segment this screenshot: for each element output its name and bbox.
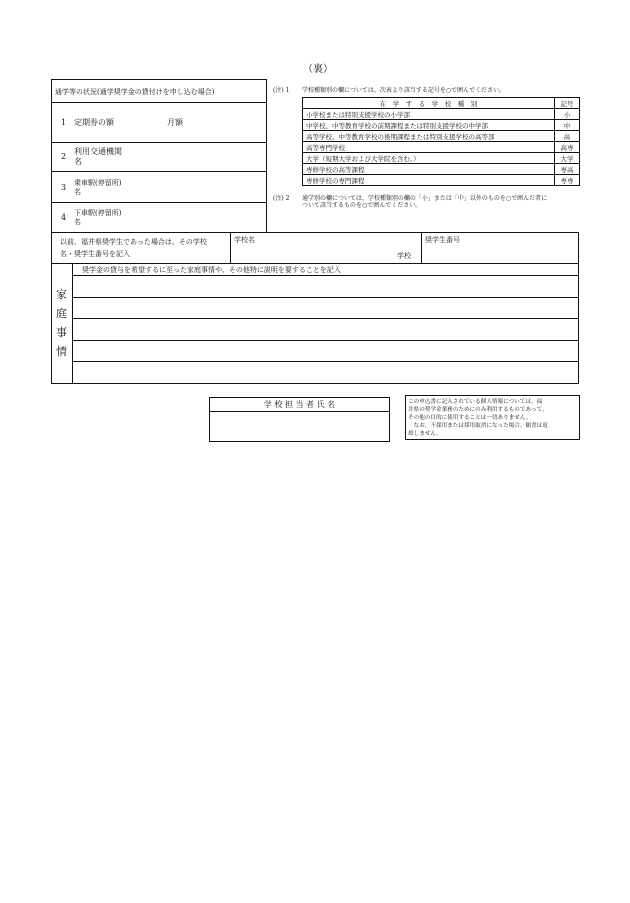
commute-row-3-name-suffix: 名	[74, 188, 81, 196]
family-side-label: 家 庭 事 情	[56, 288, 67, 358]
school-code-cell: 中	[555, 120, 580, 131]
school-type-cell: 中学校、中等教育学校の前期課程または特別支援学校の中学部	[303, 120, 555, 131]
school-code-cell: 専高	[555, 164, 580, 175]
privacy-text: この申込書に記入されている個人情報については、福 井県の奨学金業務のためにのみ利用するものであって、 その他の目的に使用することは一切ありません。 なお、不採用または採用取消になった場合、願書は返 却しません。	[408, 399, 548, 437]
commute-row-2-name-suffix: 名	[74, 157, 82, 166]
school-type-cell: 高等学校、中等教育学校の後期課程または特別支援学校の高等部	[303, 131, 555, 142]
page-header: （裏）	[303, 64, 333, 75]
commute-row-1-num: 1	[61, 118, 67, 127]
note2-prefix: (注) 2	[273, 195, 290, 202]
table-row	[303, 175, 580, 186]
former-number-label: 奨学生番号	[425, 236, 460, 244]
commute-row-3-num: 3	[61, 183, 67, 192]
commute-title: 通学等の状況(通学奨学金の貸付けを申し込む場合)	[55, 88, 215, 96]
school-type-cell: 小学校または特別支援学校の小学部	[303, 109, 555, 120]
family-circumstances-input[interactable]	[74, 277, 577, 382]
commute-row-4-name-suffix: 名	[74, 218, 81, 226]
table-row	[303, 142, 580, 153]
commute-row-1-label: 定期券の額	[74, 118, 114, 127]
commute-row-4-label: 下車駅(停留所)	[74, 209, 122, 217]
school-type-cell: 専修学校の専門課程	[303, 175, 555, 186]
former-school-suffix: 学校	[397, 252, 411, 260]
school-type-header: 在 学 す る 学 校 種 別	[303, 98, 555, 109]
staff-name-input[interactable]	[211, 413, 388, 440]
school-type-cell: 専修学校の高等課程	[303, 164, 555, 175]
former-school-label: 学校名	[234, 236, 255, 244]
table-row	[303, 109, 580, 120]
school-code-cell: 高	[555, 131, 580, 142]
school-code-cell: 専専	[555, 175, 580, 186]
note1-prefix: (注) 1	[273, 87, 290, 94]
commute-row-2-num: 2	[61, 152, 67, 161]
school-type-cell: 高等専門学校	[303, 142, 555, 153]
school-type-header-row	[303, 98, 580, 109]
school-code-cell: 高専	[555, 142, 580, 153]
staff-name-label: 学 校 担 当 者 氏 名	[263, 400, 336, 409]
table-row	[303, 164, 580, 175]
school-code-header: 記号	[555, 98, 580, 109]
table-row	[303, 120, 580, 131]
former-desc-line1: 以前、福井県奨学生であった場合は、その学校	[60, 238, 207, 246]
note2-line1: 通学別の欄については、学校種類別の欄の「小」または「中」以外のものを○で囲んだ者に	[302, 195, 548, 202]
school-code-cell: 大学	[555, 153, 580, 164]
commute-row-4-num: 4	[61, 213, 67, 222]
former-desc-line2: 名・奨学生番号を記入	[60, 250, 130, 258]
note2-line2: ついて該当するものを○で囲んでください。	[302, 202, 422, 209]
school-code-cell: 小	[555, 109, 580, 120]
commute-row-2-label: 利用交通機関	[74, 147, 122, 156]
family-instruction: 奨学金の貸与を希望するに至った家庭事情や、その他特に説明を要することを記入	[82, 266, 341, 274]
former-number-input[interactable]	[424, 244, 577, 263]
table-row	[303, 131, 580, 142]
table-row	[303, 153, 580, 164]
former-school-input[interactable]	[233, 244, 420, 263]
school-type-cell: 大学（短期大学および大学院を含む。）	[303, 153, 555, 164]
note1-text: 学校種類別の欄については、次表より該当する記号を○で囲んでください。	[302, 87, 506, 94]
school-type-table	[302, 97, 580, 186]
commute-row-1-suffix: 月額	[167, 118, 183, 127]
commute-row-3-label: 乗車駅(停留所)	[74, 179, 122, 187]
